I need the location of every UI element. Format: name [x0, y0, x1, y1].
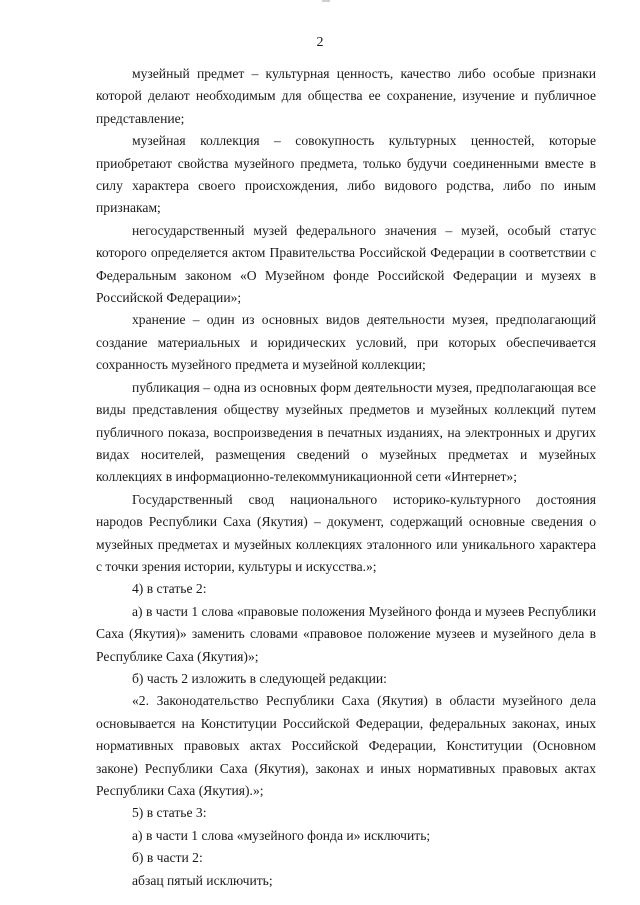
amendment-article-3-part-1: а) в части 1 слова «музейного фонда и» исключить; — [132, 827, 431, 843]
amendment-article-3: 5) в статье 3: — [132, 805, 207, 821]
page-number: 2 — [316, 35, 324, 50]
amendment-article-3-part-2-paragraph-5: абзац пятый исключить; — [132, 872, 273, 888]
amendment-article-2: 4) в статье 2: — [132, 581, 207, 597]
amendment-article-2-part-2-text: «2. Законодательство Республики Саха (Якутия) в области музейного дела основывается на Конституции Российской Федерации, федеральных законах, иных нормативных правовых актах Российской Федерации, Конституции (Основном законе) Республики Саха (Якутия), законах и иных нормативных правовых актах Республики Саха (Якутия).»; — [96, 693, 596, 798]
definition-non-state-federal-museum: негосударственный музей федерального значения – музей, особый статус которого определяется актом Правительства Российской Федерации в соответствии с Федеральным законом «О Музейном фонде Российской Федерации и музеях в Российской Федерации»; — [96, 222, 596, 306]
definition-state-register: Государственный свод национального историко-культурного достояния народов Республики Саха (Якутия) – документ, содержащий основные сведения о музейных предметах и музейных коллекциях эталонного или уникального характера с точки зрения истории, культуры и искусства.»; — [96, 491, 596, 574]
amendment-article-3-part-2: б) в части 2: — [132, 850, 203, 866]
document-body — [96, 63, 596, 892]
amendment-article-2-part-2-intro: б) часть 2 изложить в следующей редакции: — [132, 670, 387, 686]
definition-publication: публикация – одна из основных форм деятельности музея, предполагающая все виды представления обществу музейных предметов и музейных коллекций путем публичного показа, воспроизведения в печатных изданиях, на электронных и других видах носителей, размещения сведений о музейных предметах и музейных коллекциях в информационно-телекоммуникационной сети «Интернет»; — [96, 379, 596, 485]
definition-museum-collection: музейная коллекция – совокупность культурных ценностей, которые приобретают свойства музейного предмета, только будучи соединенными вместе в силу характера своего происхождения, либо видового родства, либо по иным признакам; — [96, 133, 596, 216]
amendment-article-2-part-1: а) в части 1 слова «правовые положения Музейного фонда и музеев Республики Саха (Якутия)» заменить словами «правовое положение музеев и музейного дела в Республике Саха (Якутия)»; — [96, 603, 596, 664]
scan-artifact — [322, 0, 330, 2]
definition-museum-item: музейный предмет – культурная ценность, качество либо особые признаки которой делают необходимым для общества ее сохранение, изучение и публичное представление; — [96, 66, 596, 126]
definition-storage: хранение – один из основных видов деятельности музея, предполагающий создание материальных и юридических условий, при которых обеспечивается сохранность музейного предмета и музейной коллекции; — [96, 312, 596, 373]
